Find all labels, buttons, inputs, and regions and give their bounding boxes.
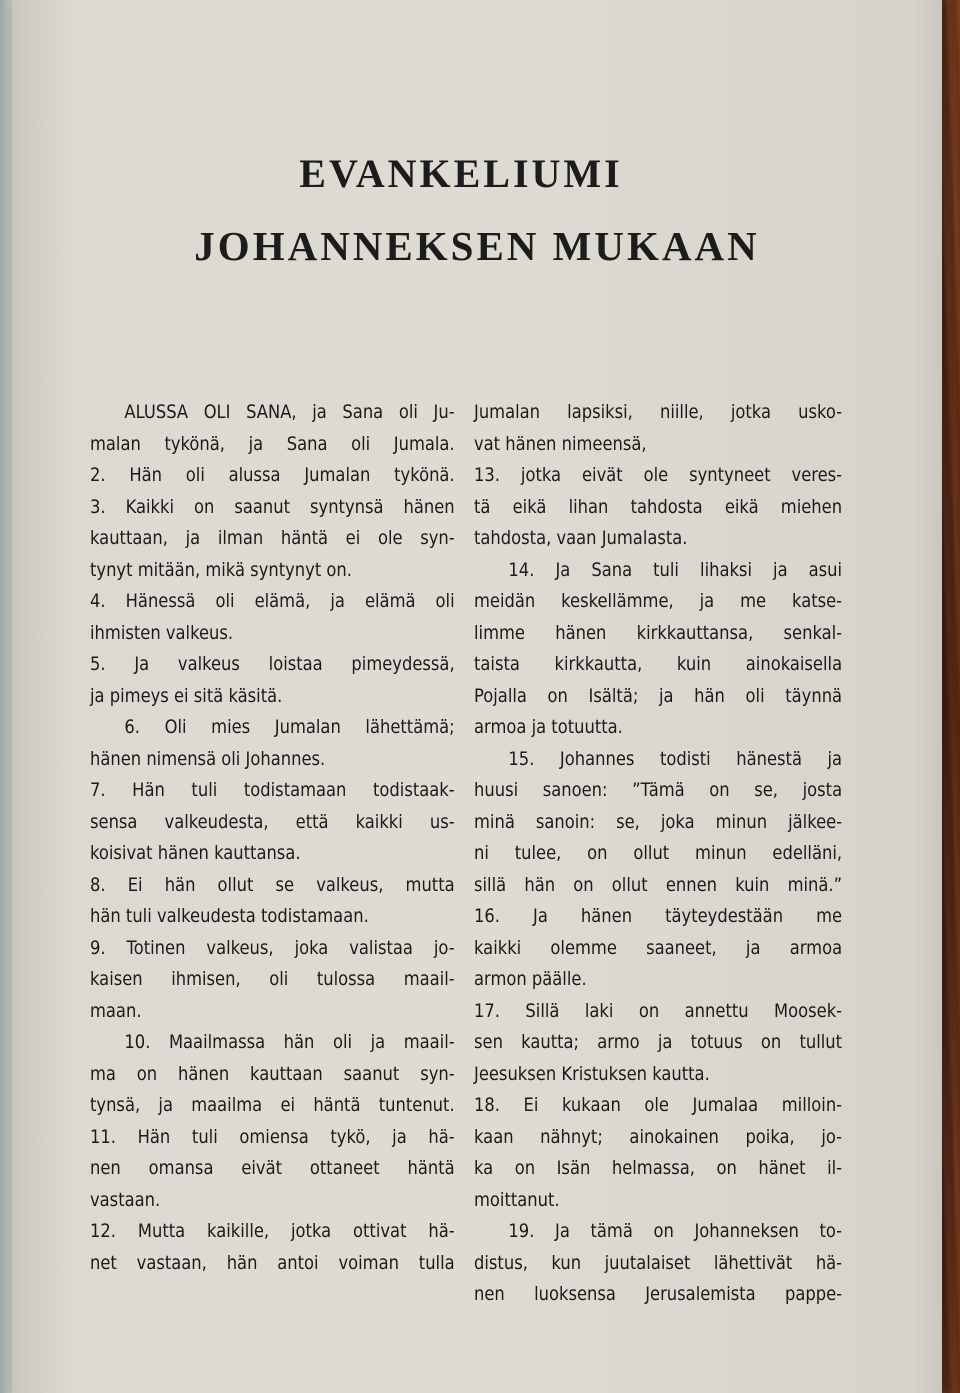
- text-line: armoa ja totuutta.: [474, 716, 623, 738]
- text-line: minä sanoin: se, joka minun jälkee-: [474, 810, 843, 833]
- text-line: sen kautta; armo ja totuus on tullut: [474, 1031, 843, 1053]
- text-line: armon päälle.: [474, 968, 587, 990]
- text-line: limme hänen kirkkauttansa, senkal-: [474, 621, 843, 644]
- text-line: hän tuli valkeudesta todistamaan.: [90, 905, 369, 927]
- text-line: 8. Ei hän ollut se valkeus, mutta: [90, 873, 455, 896]
- text-line: meidän keskellämme, ja me katse-: [474, 590, 843, 612]
- text-line: kaikki olemme saaneet, ja armoa: [474, 936, 843, 959]
- text-line: net vastaan, hän antoi voiman tulla: [90, 1251, 455, 1274]
- text-line: 11. Hän tuli omiensa tykö, ja hä-: [90, 1125, 455, 1148]
- text-line: 4. Hänessä oli elämä, ja elämä oli: [90, 590, 455, 612]
- text-line: 17. Sillä laki on annettu Moosek-: [474, 999, 843, 1022]
- text-line: ka on Isän helmassa, on hänet il-: [474, 1157, 843, 1179]
- text-line: distus, kun juutalaiset lähettivät hä-: [474, 1251, 843, 1274]
- text-line: vat hänen nimeensä,: [474, 432, 647, 455]
- text-line: kaisen ihmisen, oli tulossa maail-: [90, 968, 455, 990]
- text-line: sillä hän on ollut ennen kuin minä.”: [474, 873, 843, 896]
- text-line: kauttaan, ja ilman häntä ei ole syn-: [90, 527, 455, 549]
- text-line: 9. Totinen valkeus, joka valistaa jo-: [90, 936, 455, 959]
- text-line: 12. Mutta kaikille, jotka ottivat hä-: [90, 1220, 455, 1242]
- text-line: tä eikä lihan tahdosta eikä miehen: [474, 495, 843, 518]
- text-line: moittanut.: [474, 1188, 560, 1211]
- text-line: huusi sanoen: ”Tämä on se, josta: [474, 779, 843, 801]
- text-line: tynyt mitään, mikä syntynyt on.: [90, 558, 352, 581]
- page-shadow: [910, 0, 954, 1393]
- book-page: [12, 0, 942, 1393]
- page-title-line-2: JOHANNEKSEN MUKAAN: [194, 223, 760, 269]
- text-line: 3. Kaikki on saanut syntynsä hänen: [90, 495, 455, 518]
- text-column-right: [474, 397, 842, 1311]
- text-line: sensa valkeudesta, että kaikki us-: [90, 810, 455, 833]
- text-line: tynsä, ja maailma ei häntä tuntenut.: [90, 1094, 455, 1116]
- text-line: ma on hänen kauttaan saanut syn-: [90, 1062, 455, 1085]
- text-line: hänen nimensä oli Johannes.: [90, 747, 326, 770]
- text-line: ihmisten valkeus.: [90, 621, 234, 644]
- text-line: tahdosta, vaan Jumalasta.: [474, 527, 688, 549]
- text-line: 6. Oli mies Jumalan lähettämä;: [124, 716, 455, 738]
- text-line: 16. Ja hänen täyteydestään me: [474, 905, 843, 927]
- text-line: ni tulee, on ollut minun edelläni,: [474, 842, 843, 864]
- text-line: ja pimeys ei sitä käsitä.: [90, 684, 283, 707]
- text-line: vastaan.: [90, 1188, 161, 1211]
- text-line: 2. Hän oli alussa Jumalan tykönä.: [90, 464, 455, 486]
- text-line: maan.: [90, 999, 142, 1022]
- text-line: Pojalla on Isältä; ja hän oli täynnä: [474, 684, 843, 707]
- page-title-line-1: EVANKELIUMI: [299, 151, 623, 196]
- text-line: Jumalan lapsiksi, niille, jotka usko-: [474, 401, 843, 423]
- text-line: 15. Johannes todisti hänestä ja: [508, 747, 843, 770]
- text-line: koisivat hänen kauttansa.: [90, 842, 301, 864]
- text-column-left: [90, 397, 455, 1279]
- text-line: 10. Maailmassa hän oli ja maail-: [124, 1031, 455, 1053]
- text-line: Jeesuksen Kristuksen kautta.: [474, 1062, 710, 1085]
- text-line: taista kirkkautta, kuin ainokaisella: [474, 653, 843, 675]
- text-line: 7. Hän tuli todistamaan todistaak-: [90, 779, 455, 801]
- text-line: 14. Ja Sana tuli lihaksi ja asui: [508, 558, 843, 581]
- text-line: nen omansa eivät ottaneet häntä: [90, 1157, 455, 1179]
- text-line: kaan nähnyt; ainokainen poika, jo-: [474, 1125, 843, 1148]
- text-line: malan tykönä, ja Sana oli Jumala.: [90, 432, 455, 455]
- text-line: 19. Ja tämä on Johanneksen to-: [508, 1220, 843, 1242]
- text-line: 18. Ei kukaan ole Jumalaa milloin-: [474, 1094, 843, 1116]
- text-line: ALUSSA OLI SANA, ja Sana oli Ju-: [124, 401, 455, 423]
- text-line: nen luoksensa Jerusalemista pappe-: [474, 1283, 843, 1305]
- text-line: 13. jotka eivät ole syntyneet veres-: [474, 464, 843, 486]
- text-line: 5. Ja valkeus loistaa pimeydessä,: [90, 653, 455, 675]
